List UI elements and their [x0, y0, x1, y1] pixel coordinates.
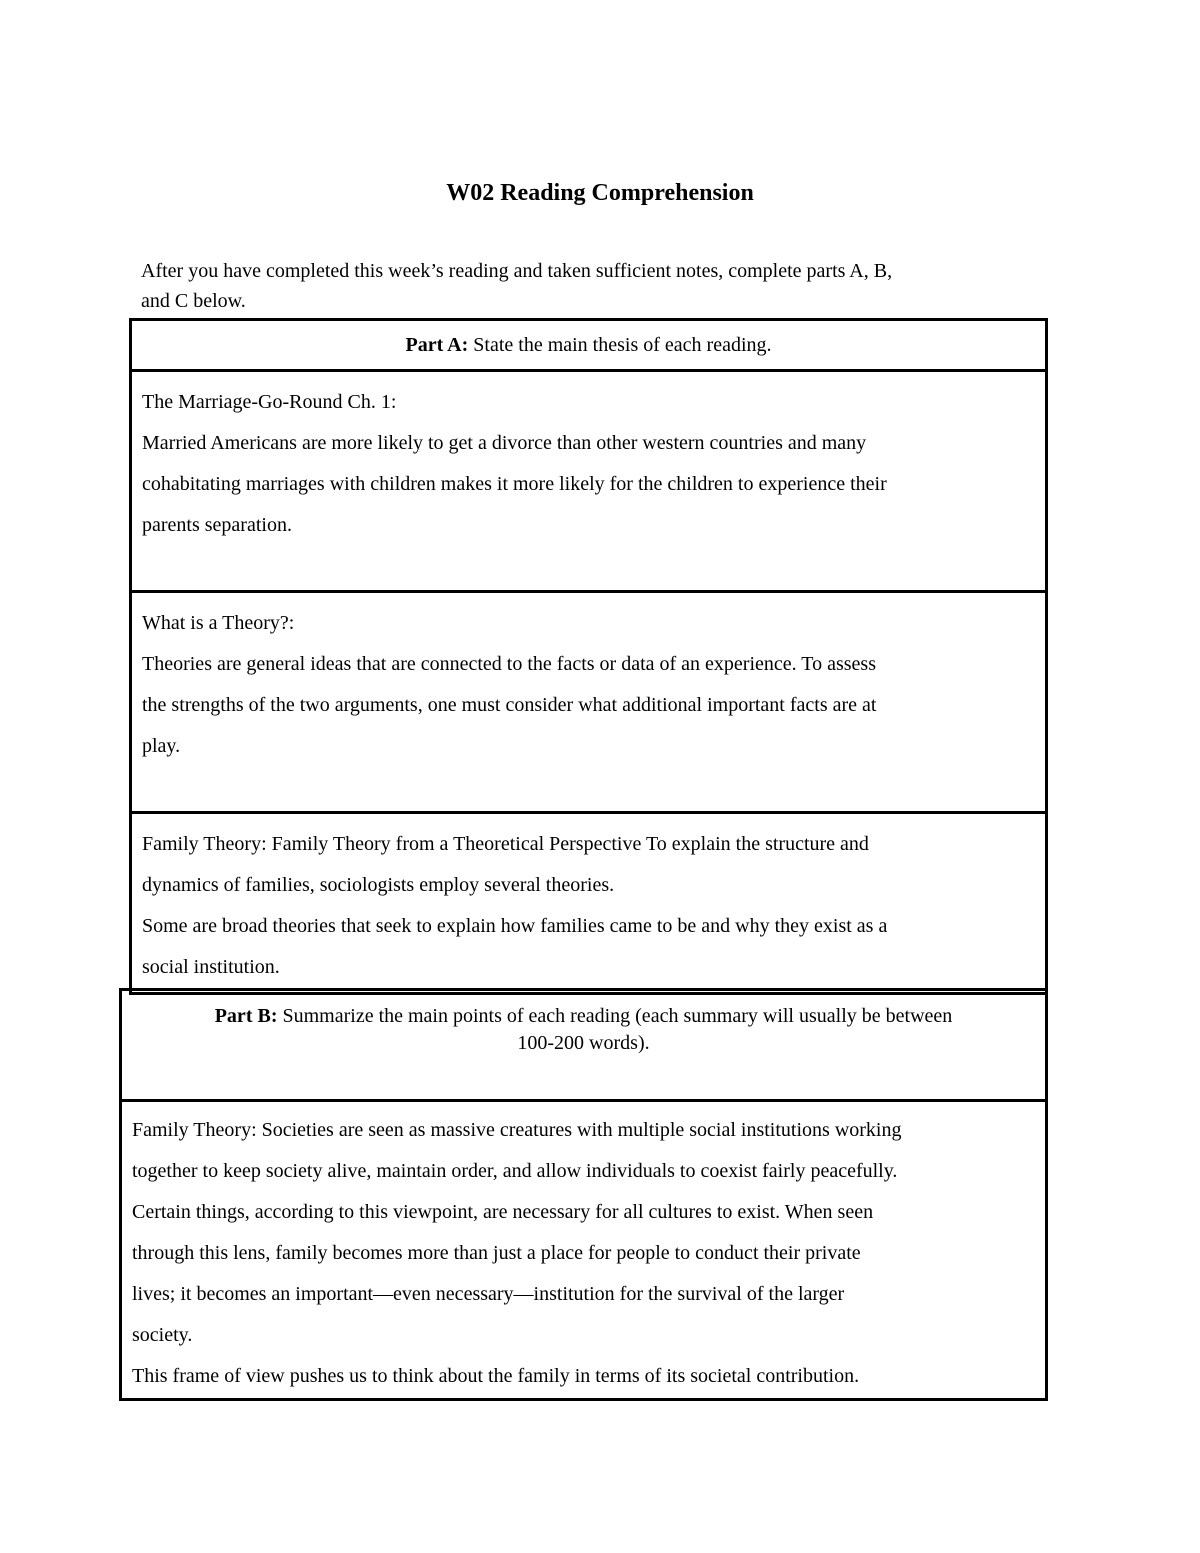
table-row: [131, 592, 1047, 813]
part-b-instruction-line-2: 100-200 words).: [517, 1032, 650, 1054]
part-b-entry-family-theory: [121, 1101, 1047, 1400]
page-title: W02 Reading Comprehension: [446, 180, 754, 206]
intro-paragraph: [141, 256, 1041, 316]
entry-text-line: play.: [142, 735, 181, 757]
entry-heading: What is a Theory?:: [142, 612, 295, 634]
table-row: [131, 371, 1047, 592]
part-a-table: [129, 318, 1048, 995]
part-b-label: Part B:: [214, 1005, 278, 1027]
part-b-table: [119, 988, 1048, 1401]
entry-text-line: social institution.: [142, 956, 280, 978]
part-b-header-cell: [121, 990, 1047, 1101]
part-b-instruction: Summarize the main points of each reading (each summary will usually be between: [277, 1005, 953, 1027]
entry-text-line: Some are broad theories that seek to explain how families came to be and why they exist as a: [142, 915, 888, 937]
part-a-entry-family-theory: [131, 813, 1047, 994]
entry-text-line: This frame of view pushes us to think about the family in terms of its societal contribution.: [132, 1365, 860, 1387]
entry-text-line: society.: [132, 1324, 193, 1346]
part-a-entry-marriage-go-round: [131, 371, 1047, 592]
entry-text-line: Married Americans are more likely to get a divorce than other western countries and many: [142, 432, 867, 454]
entry-text-line: dynamics of families, sociologists employ several theories.: [142, 874, 615, 896]
intro-line: After you have completed this week’s reading and taken sufficient notes, complete parts A, B,: [141, 260, 893, 282]
entry-text-line: cohabitating marriages with children makes it more likely for the children to experience their: [142, 473, 887, 495]
entry-text-line: through this lens, family becomes more than just a place for people to conduct their private: [132, 1242, 861, 1264]
entry-text-line: Theories are general ideas that are connected to the facts or data of an experience. To assess: [142, 653, 876, 675]
intro-line: and C below.: [141, 290, 246, 312]
part-a-label: Part A:: [405, 334, 469, 356]
part-a-header-row: [131, 320, 1047, 371]
part-b-instruction-line: [132, 1003, 1035, 1030]
entry-text-line: Certain things, according to this viewpoint, are necessary for all cultures to exist. When seen: [132, 1201, 874, 1223]
entry-text-line: Family Theory: Societies are seen as massive creatures with multiple social institutions working: [132, 1119, 902, 1141]
part-a-entry-what-is-a-theory: [131, 592, 1047, 813]
part-a-instruction: State the main thesis of each reading.: [468, 334, 772, 356]
part-b-header-row: [121, 990, 1047, 1101]
entry-text-line: lives; it becomes an important—even necessary—institution for the survival of the larger: [132, 1283, 845, 1305]
entry-text-line: the strengths of the two arguments, one must consider what additional important facts are at: [142, 694, 877, 716]
table-row: [131, 813, 1047, 994]
entry-text-line: parents separation.: [142, 514, 292, 536]
entry-text-line: Family Theory: Family Theory from a Theoretical Perspective To explain the structure and: [142, 833, 869, 855]
entry-heading: The Marriage-Go-Round Ch. 1:: [142, 391, 397, 413]
table-row: [121, 1101, 1047, 1400]
part-a-header-cell: [131, 320, 1047, 371]
entry-text-line: together to keep society alive, maintain order, and allow individuals to coexist fairly peacefully.: [132, 1160, 898, 1182]
